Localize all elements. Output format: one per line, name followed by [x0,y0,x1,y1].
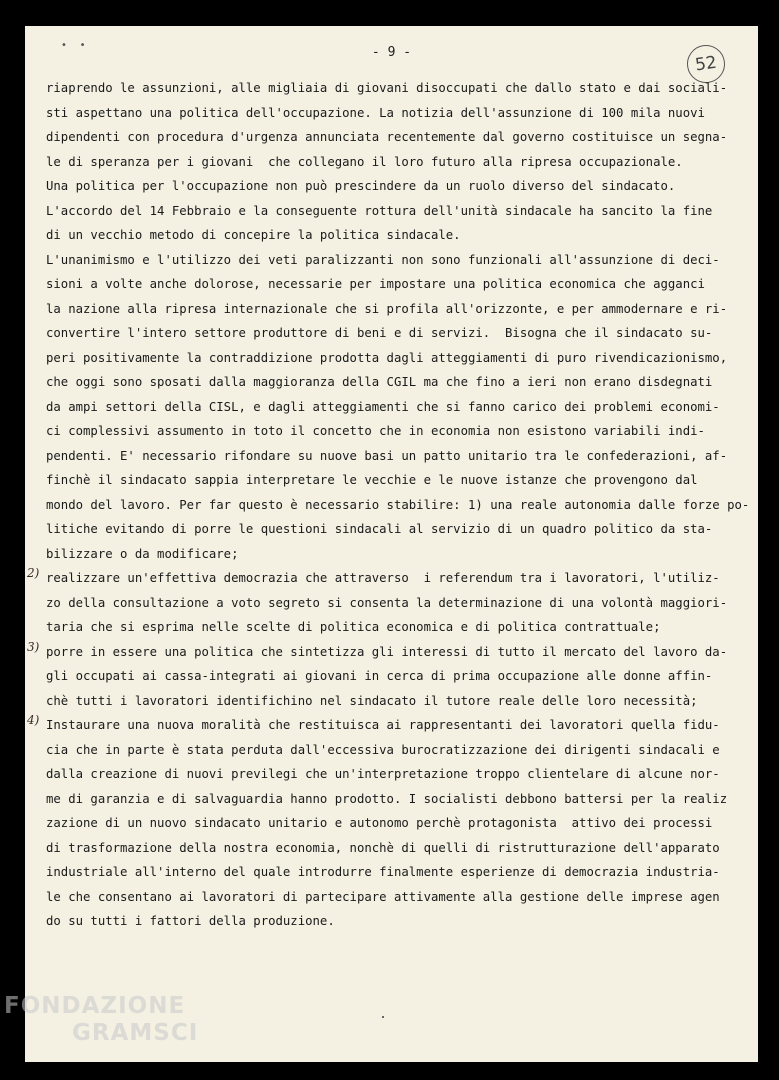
text-line: chè tutti i lavoratori identifichino nel sindacato il tutore reale delle loro necessità; [46,693,698,708]
text-line: litiche evitando di porre le questioni sindacali al servizio di un quadro politico da sta- [46,522,713,536]
text-line: che oggi sono sposati dalla maggioranza della CGIL ma che fino a ieri non erano disdegnati [46,375,713,389]
handwritten-item-number: 4) [27,713,40,727]
text-line: bilizzare o da modificare; [46,546,239,561]
text-line: di trasformazione della nostra economia, nonchè di quelli di ristrutturazione dell'apparato [46,840,720,855]
text-line: L'unanimismo e l'utilizzo dei veti paralizzanti non sono funzionali all'assunzione di deci- [46,252,720,267]
body-text [27,76,750,934]
text-line: peri positivamente la contraddizione prodotta dagli atteggiamenti di puro rivendicazionismo, [46,350,728,365]
text-line: dalla creazione di nuovi previlegi che un'interpretazione troppo clientelare di alcune nor- [46,767,720,781]
text-line: L'accordo del 14 Febbraio e la conseguente rottura dell'unità sindacale ha sancito la fine [46,203,713,218]
text-line: industriale all'interno del quale introdurre finalmente esperienze di democrazia industria- [46,865,720,879]
text-line: do su tutti i fattori della produzione. [46,914,335,928]
watermark-line2: GRAMSCI [72,1020,199,1046]
text-line: taria che si esprima nelle scelte di politica economica e di politica contrattuale; [46,620,661,634]
text-line: pendenti. E' necessario rifondare su nuove basi un patto unitario tra le confederazioni, af- [46,448,728,463]
text-line: sti aspettano una politica dell'occupazione. La notizia dell'assunzione di 100 mila nuovi [46,105,705,120]
text-line: me di garanzia e di salvaguardia hanno prodotto. I socialisti debbono battersi per la realiz [46,791,728,806]
text-line: finchè il sindacato sappia interpretare le vecchie e le nuove istanze che provengono dal [46,473,698,487]
archive-stamp: 52 [685,43,728,86]
text-line: mondo del lavoro. Per far questo è necessario stabilire: 1) una reale autonomia dalle forze po- [46,497,750,512]
page-number: - 9 - [371,45,412,60]
text-line: zo della consultazione a voto segreto si consenta la determinazione di una volontà maggiori- [46,595,728,610]
text-line: Instaurare una nuova moralità che restituisca ai rappresentanti dei lavoratori quella fidu- [46,718,720,732]
text-line: porre in essere una politica che sintetizza gli interessi di tutto il mercato del lavoro da- [46,644,728,659]
text-line: gli occupati ai cassa-integrati ai giovani in cerca di prima occupazione alle donne affin- [46,669,713,683]
watermark-line1: FONDAZIONE [4,993,186,1019]
text-line: sioni a volte anche dolorose, necessarie per impostare una politica economica che agganci [46,277,705,291]
punch-marks: • • [61,40,86,51]
text-line: zazione di un nuovo sindacato unitario e autonomo perchè protagonista attivo dei processi [46,816,713,830]
text-line: ci complessivi assumento in toto il concetto che in economia non esistono variabili indi- [46,424,705,438]
text-line: convertire l'intero settore produttore di beni e di servizi. Bisogna che il sindacato su- [46,326,713,340]
text-line: le che consentano ai lavoratori di partecipare attivamente alla gestione delle imprese agen [46,889,720,904]
handwritten-item-number: 2) [27,566,40,580]
document-page [25,26,758,1062]
text-line: realizzare un'effettiva democrazia che attraverso i referendum tra i lavoratori, l'utiliz- [46,571,720,585]
text-line: cia che in parte è stata perduta dall'eccessiva burocratizzazione dei dirigenti sindacali e [46,742,720,757]
text-line: di un vecchio metodo di concepire la politica sindacale. [46,228,461,242]
text-line: le di speranza per i giovani che collegano il loro futuro alla ripresa occupazionale. [46,154,683,169]
handwritten-item-number: 3) [27,639,40,654]
text-line: da ampi settori della CISL, e dagli atteggiamenti che si fanno carico dei problemi economi- [46,399,720,414]
text-line: Una politica per l'occupazione non può prescindere da un ruolo diverso del sindacato. [46,179,676,193]
text-line: dipendenti con procedura d'urgenza annunciata recentemente dal governo costituisce un segna- [46,130,728,144]
text-line: riaprendo le assunzioni, alle migliaia di giovani disoccupati che dallo stato e dai sociali- [46,81,728,95]
text-line: la nazione alla ripresa internazionale che si profila all'orizzonte, e per ammodernare e ri- [46,301,728,316]
bottom-mark [382,1016,384,1018]
watermark-logo [4,993,198,1047]
